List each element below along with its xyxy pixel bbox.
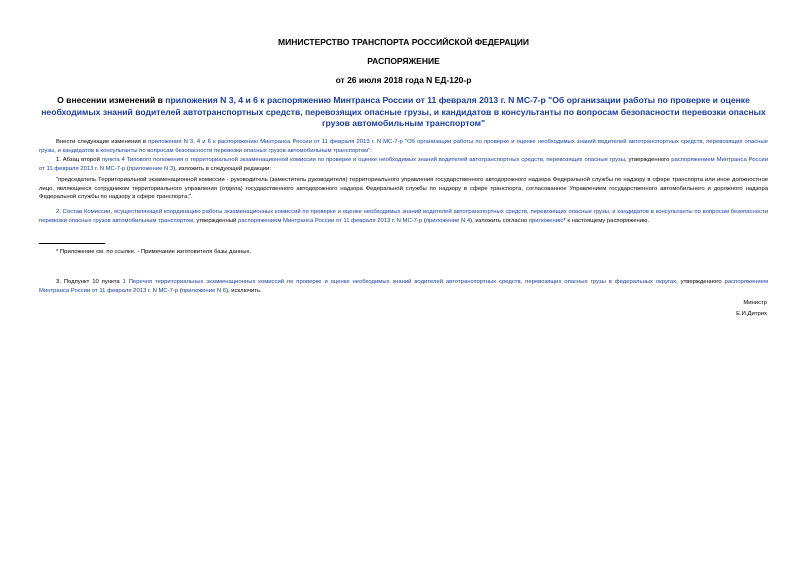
item-2-text-3: ), изложить согласно (470, 217, 529, 224)
item-3-text-2: , утвержденного (676, 279, 725, 285)
signature-name: Е.И.Дитрих (736, 311, 767, 317)
item-2-link-1[interactable]: 2. Состав Комиссии, осуществляющей координацию работы экзаменационных комиссий по проверке и оценке необходимых знаний водителей автотранспортных средств, перевозящих опасные грузы, и кандидатов в консультанты по вопросам безопасности перевозки опасных грузов автомобильным транспортом (39, 209, 768, 224)
item-1-link-1[interactable]: пункта 4 Типового положения о территориальной экзаменационной комиссии по проверке и оценке необходимых знаний водителей автотранспортных средств, перевозящих опасные грузы (101, 157, 625, 163)
title-prefix: О внесении изменений в (57, 95, 166, 105)
item-3-link-3[interactable]: приложение N 6 (181, 287, 227, 294)
footnote-divider (39, 243, 105, 244)
signature-position: Министр (743, 300, 767, 306)
date-number-heading: от 26 июля 2018 года N ЕД-120-р (335, 75, 472, 85)
item-2-text-2: ( (422, 217, 426, 224)
item-1-link-2[interactable]: распоряжением Минтранса России от 11 февраля 2013 г. N МС-7-р (39, 157, 768, 172)
item-3-text-1: 3. Подпункт 10 пункта (56, 279, 123, 285)
ministry-heading: МИНИСТЕРСТВО ТРАНСПОРТА РОССИЙСКОЙ ФЕДЕРАЦИИ (278, 37, 529, 47)
item-1-text-2: , утвержденного (624, 157, 672, 163)
item-2-text-4: * к настоящему распоряжению. (563, 217, 650, 224)
intro-prefix: Внести следующие изменения в (56, 139, 149, 145)
document-title (40, 95, 767, 130)
title-link[interactable]: приложения N 3, 4 и 6 к распоряжению Минтранса России от 11 февраля 2013 г. N МС-7-р "Об организации работы по проверке и оценке необходимых знаний водителей автотранспортных средств, перевозящих опасные грузы, и кандидатов в консультанты по вопросам безопасности перевозки опасных грузов автомобильным транспортом" (41, 95, 766, 128)
item-3-link-1[interactable]: 1 Перечня территориальных экзаменационных комиссий по проверке и оценке необходимых знаний водителей автотранспортных средств, перевозящих опасные грузы в федеральных округах (122, 279, 677, 285)
item-2-paragraph (39, 208, 768, 225)
quote-1-paragraph: "председатель Территориальной экзаменационной комиссии - руководитель (заместитель руководителя) территориального управления государственного автодорожного надзора Федеральной службы по надзору в сфере транспорта или иное должностное лицо, являющееся сотрудником территориального управления (отдела) государственного автодорожного надзора Федеральной службы по надзору в сфере транспорта, согласованное Управлением государственного автомобильного и дорожного надзора Федеральной службы по надзору в сфере транспорта;". (39, 177, 768, 201)
intro-paragraph (39, 138, 768, 155)
intro-link[interactable]: приложения N 3, 4 и 6 к распоряжению Минтранса России от 11 февраля 2013 г. N МС-7-р "Об организации работы по проверке и оценке необходимых знаний водителей автотранспортных средств, перевозящих опасные грузы, и кандидатов в консультанты по вопросам безопасности перевозки опасных грузов автомобильным транспортом" (39, 139, 769, 154)
item-2-link-2[interactable]: распоряжением Минтранса России от 11 февраля 2013 г. N МС-7-р (237, 217, 423, 224)
item-1-link-3[interactable]: приложение N 3 (128, 165, 174, 172)
item-1-text-4: ), изложить в следующей редакции: (173, 165, 272, 172)
footnote: * Приложение см. по ссылке. - Примечание изготовителя базы данных. (56, 249, 252, 255)
item-3-text-3: ( (178, 287, 182, 294)
doc-type-heading: РАСПОРЯЖЕНИЕ (367, 56, 440, 66)
item-2-link-3[interactable]: приложение N 4 (425, 217, 471, 224)
item-1-text-1: 1. Абзац второй (56, 157, 102, 163)
item-3-link-2[interactable]: распоряжением Минтранса России от 11 февраля 2013 г. N МС-7-р (39, 279, 769, 294)
intro-suffix: : (370, 147, 372, 154)
item-3-text-4: ), исключить. (226, 287, 262, 294)
item-2-link-4[interactable]: приложению (528, 217, 564, 224)
item-1-paragraph (39, 156, 768, 173)
item-3-paragraph (39, 278, 768, 295)
item-1-text-3: ( (125, 165, 129, 172)
item-2-text-1: , утвержденный (193, 217, 238, 224)
